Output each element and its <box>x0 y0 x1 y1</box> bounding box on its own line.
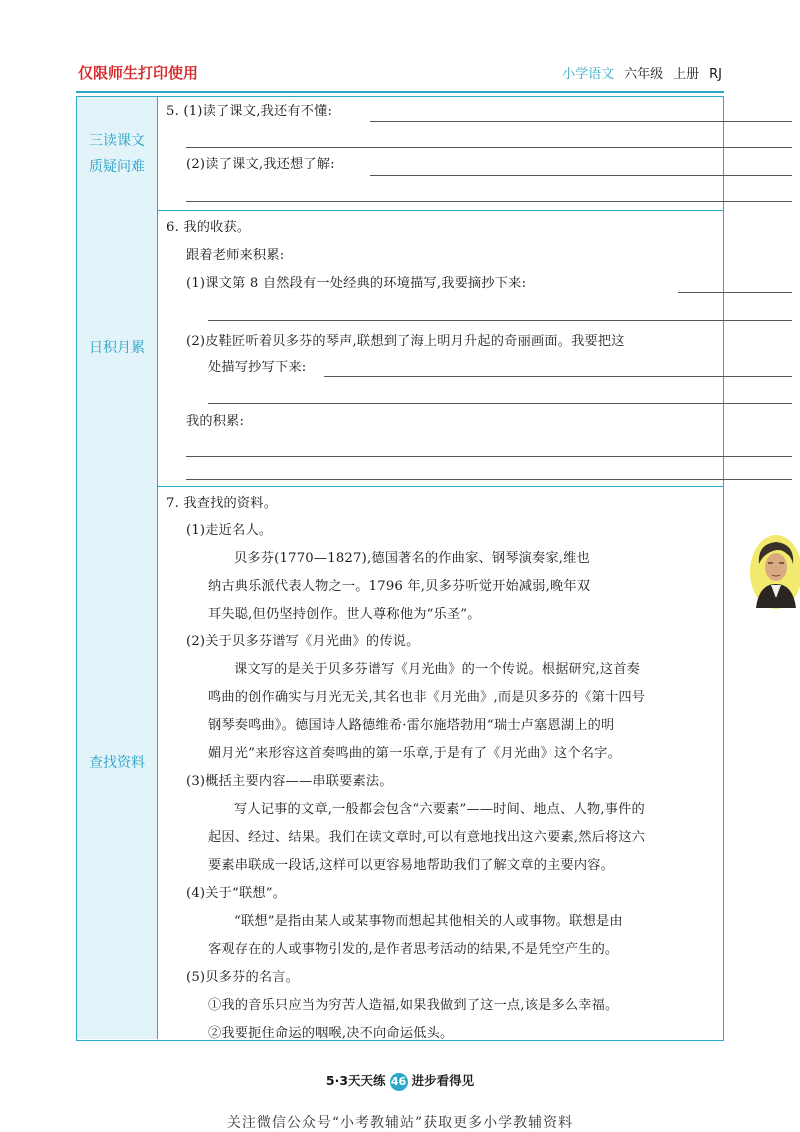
body-line: 要素串联成一段话,这样可以更容易地帮助我们了解文章的主要内容。 <box>208 858 615 873</box>
quote-1: ①我的音乐只应当为穷苦人造福,如果我做到了这一点,该是多么幸福。 <box>208 998 619 1013</box>
answer-line[interactable] <box>208 320 792 321</box>
answer-line[interactable] <box>678 292 792 293</box>
book-info <box>552 63 722 82</box>
section-content <box>158 210 723 486</box>
sub-title-2: (2)关于贝多芬谱写《月光曲》的传说。 <box>186 634 420 649</box>
prompt-1: (1)课文第 8 自然段有一处经典的环境描写,我要摘抄下来: <box>186 276 527 291</box>
body-line: 钢琴奏鸣曲》。德国诗人路德维希·雷尔施塔勃用“瑞士卢塞恩湖上的明 <box>208 718 615 733</box>
body-line: 起因、经过、结果。我们在读文章时,可以有意地找出这六要素,然后将这六 <box>208 830 646 845</box>
watermark-text: 关注微信公众号“小考教辅站”获取更多小学教辅资料 <box>226 1115 574 1131</box>
body-line: 纳古典乐派代表人物之一。1796 年,贝多芬听觉开始减弱,晚年双 <box>208 579 591 594</box>
slogan: 进步看得见 <box>411 1073 475 1088</box>
section-label <box>77 97 158 210</box>
question-5b: (2)读了课文,我还想了解: <box>186 157 335 172</box>
series-name: 5·3天天练 <box>325 1073 386 1088</box>
grade-label: 六年级 <box>624 67 664 82</box>
body-line: 媚月光”来形容这首奏鸣曲的第一乐章,于是有了《月光曲》这个名字。 <box>208 746 621 761</box>
beethoven-portrait <box>749 534 800 610</box>
section-research <box>77 486 723 1039</box>
answer-line[interactable] <box>186 479 792 480</box>
answer-line[interactable] <box>208 403 792 404</box>
section-label <box>77 210 158 486</box>
question-5a: 5. (1)读了课文,我还有不懂: <box>166 104 333 119</box>
body-line: 贝多芬(1770—1827),德国著名的作曲家、钢琴演奏家,维也 <box>234 551 590 566</box>
body-line: 写人记事的文章,一般都会包含“六要素”——时间、地点、人物,事件的 <box>234 802 645 817</box>
my-accumulation: 我的积累: <box>186 414 245 429</box>
section-content <box>158 97 723 210</box>
section-accumulate <box>77 210 723 487</box>
header-rule <box>76 91 724 93</box>
answer-line[interactable] <box>370 175 792 176</box>
sub-title-4: (4)关于“联想”。 <box>186 886 287 901</box>
volume-label: 上册 <box>673 67 700 82</box>
prompt-2-line1: (2)皮鞋匠听着贝多芬的琴声,联想到了海上明月升起的奇丽画面。我要把这 <box>186 334 625 349</box>
worksheet-table <box>76 96 724 1041</box>
answer-line[interactable] <box>370 121 792 122</box>
label-line: 查找资料 <box>89 754 145 771</box>
prompt-2-line2: 处描写抄写下来: <box>208 360 307 375</box>
label-line: 日积月累 <box>89 340 145 356</box>
body-line: 客观存在的人或事物引发的,是作者思考活动的结果,不是凭空产生的。 <box>208 942 619 957</box>
page-footer <box>0 1071 800 1091</box>
answer-line[interactable] <box>324 376 792 377</box>
follow-teacher: 跟着老师来积累: <box>186 248 285 263</box>
answer-line[interactable] <box>186 456 792 457</box>
answer-line[interactable] <box>186 147 792 148</box>
quote-2: ②我要扼住命运的咽喉,决不向命运低头。 <box>208 1026 454 1041</box>
body-line: 课文写的是关于贝多芬谱写《月光曲》的一个传说。根据研究,这首奏 <box>234 662 641 677</box>
subject-label: 小学语文 <box>562 67 615 82</box>
body-line: 鸣曲的创作确实与月光无关,其名也非《月光曲》,而是贝多芬的《第十四号 <box>208 690 646 705</box>
print-notice: 仅限师生打印使用 <box>78 64 199 82</box>
sub-title-5: (5)贝多芬的名言。 <box>186 970 299 985</box>
label-line: 三读课文 <box>89 132 145 149</box>
page-number-badge: 46 <box>390 1073 408 1091</box>
body-line: “联想”是指由某人或某事物而想起其他相关的人或事物。联想是由 <box>234 914 623 929</box>
answer-line[interactable] <box>186 201 792 202</box>
section-label <box>77 486 158 1039</box>
sub-title-1: (1)走近名人。 <box>186 523 273 538</box>
sub-title-3: (3)概括主要内容——串联要素法。 <box>186 774 393 789</box>
label-line: 质疑问难 <box>89 158 145 175</box>
edition-label: RJ <box>709 67 722 82</box>
section-content <box>158 486 723 1039</box>
question-6: 6. 我的收获。 <box>166 220 251 235</box>
section-reread <box>77 97 723 211</box>
question-7: 7. 我查找的资料。 <box>166 496 278 511</box>
body-line: 耳失聪,但仍坚持创作。世人尊称他为“乐圣”。 <box>208 607 481 622</box>
